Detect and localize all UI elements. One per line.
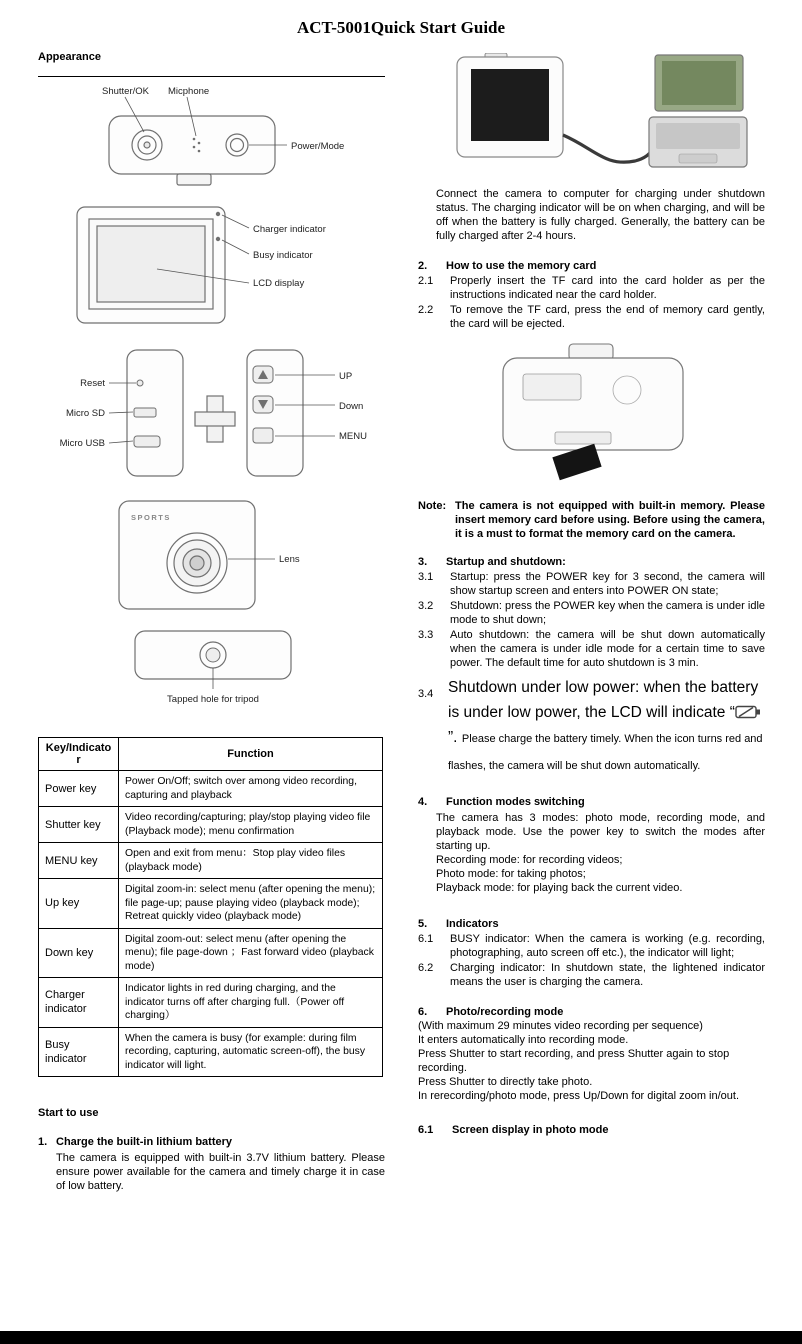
- power-mode-label: Power/Mode: [290, 141, 344, 152]
- busy-led-drawing: [215, 237, 219, 241]
- table-row: [39, 843, 383, 879]
- table-row: [39, 807, 383, 843]
- table-row: [39, 928, 383, 978]
- micro-sd-label: Micro SD: [65, 408, 105, 419]
- item-number: 3.2: [418, 600, 434, 612]
- item-text: Charging indicator: In shutdown state, the lightened indicator means the user is charging the camera.: [450, 962, 765, 988]
- section-title-text: How to use the memory card: [446, 260, 597, 272]
- camera-back-view-diagram: [47, 199, 377, 333]
- item-number: 6.1: [418, 933, 434, 945]
- function-cell: Digital zoom-out: select menu (after opening the menu); file page-down ；Fast forward video (playback mode): [119, 928, 383, 978]
- function-cell: Open and exit from menu：Stop play video files (playback mode): [119, 843, 383, 879]
- item-number: 3.4: [418, 688, 434, 700]
- appearance-heading: Appearance: [38, 51, 385, 77]
- microphone-label: Micphone: [167, 86, 209, 97]
- section-4-body: The camera has 3 modes: photo mode, recording mode, and playback mode. Use the power key to switch the modes after starting up.: [436, 812, 765, 852]
- key-cell: MENU key: [39, 843, 119, 879]
- usb-cable-drawing: [563, 135, 658, 162]
- section-6-line: Press Shutter to start recording, and press Shutter again to stop recording.: [418, 1048, 730, 1074]
- key-cell: Power key: [39, 771, 119, 807]
- page-bottom-bar: [0, 1331, 802, 1344]
- section-6-title: [418, 1005, 765, 1019]
- mode-line: Photo mode: for taking photos;: [436, 868, 586, 880]
- mode-line: Recording mode: for recording videos;: [436, 854, 623, 866]
- table-header-key: Key/Indicator: [39, 738, 119, 771]
- item-number: 3.1: [418, 571, 434, 583]
- section-3-title: [418, 555, 765, 569]
- function-cell: When the camera is busy (for example: during film recording, capturing, automatic screen-off), the busy indicator will light.: [119, 1027, 383, 1077]
- section-title-text: Indicators: [446, 918, 499, 930]
- camera-top-body: [109, 116, 275, 185]
- function-cell: Digital zoom-in: select menu (after opening the menu); file page-up; pause playing video (playback mode); Retreat quickly video (playback mode): [119, 879, 383, 929]
- item-number: 3.3: [418, 629, 434, 641]
- laptop-drawing: [649, 55, 747, 167]
- section-number: 1.: [38, 1136, 48, 1148]
- card-slot-drawing: [555, 432, 611, 444]
- section-2-title: [418, 259, 765, 273]
- table-header-row: [39, 738, 383, 771]
- camera-side-views-diagram: [47, 338, 377, 488]
- memory-note: [418, 499, 765, 541]
- list-item: [418, 303, 765, 331]
- section-title-text: Screen display in photo mode: [452, 1124, 609, 1136]
- camera-bottom-view-diagram: [47, 623, 377, 711]
- item-text: Shutdown: press the POWER key when the camera is under idle mode to shut down;: [450, 600, 765, 626]
- lens-label: Lens: [278, 554, 300, 565]
- section-6-line: In rerecording/photo mode, press Up/Down for digital zoom in/out.: [418, 1090, 739, 1102]
- key-cell: Busy indicator: [39, 1027, 119, 1077]
- list-item: [418, 599, 765, 627]
- key-cell: Shutter key: [39, 807, 119, 843]
- two-column-layout: [0, 51, 802, 1193]
- low-power-text-rest: Please charge the battery timely. When the icon turns red and flashes, the camera will be shut down automatically.: [448, 733, 763, 772]
- section-number: 6.: [418, 1006, 428, 1018]
- list-item: [418, 628, 765, 670]
- section-title-text: Function modes switching: [446, 796, 585, 808]
- section-6-1-title: [418, 1123, 765, 1137]
- item-text: Auto shutdown: the camera will be shut down automatically when the camera is under idle mode for a certain time to save power. The default time for auto shutdown is 3 min.: [450, 629, 765, 669]
- section-number: 2.: [418, 260, 428, 272]
- menu-label: MENU: [338, 431, 367, 442]
- mode-line: Playback mode: for playing back the current video.: [436, 882, 683, 894]
- section-5-title: [418, 917, 765, 931]
- table-row: [39, 879, 383, 929]
- camera-top-view-diagram: [47, 82, 377, 194]
- busy-indicator-label: Busy indicator: [252, 250, 313, 261]
- item-text: To remove the TF card, press the end of memory card gently, the card will be ejected.: [450, 304, 765, 330]
- section-number: 6.1: [418, 1124, 434, 1136]
- key-function-table: [38, 737, 383, 1077]
- right-column: [418, 51, 765, 1193]
- memory-card-illustration: [427, 340, 757, 490]
- camera-drawing: [457, 53, 563, 157]
- shutter-ok-label: Shutter/OK: [101, 86, 149, 97]
- low-power-text-big-end: ”.: [448, 729, 458, 746]
- start-to-use-heading: Start to use: [38, 1107, 99, 1119]
- note-text: The camera is not equipped with built-in memory. Please insert memory card before using. Before using the camera, it is a must to format the memory card on the camera.: [455, 500, 765, 540]
- section-title-text: Startup and shutdown:: [446, 556, 566, 568]
- down-label: Down: [338, 401, 363, 412]
- section-number: 4.: [418, 796, 428, 808]
- section-6-line: (With maximum 29 minutes video recording per sequence): [418, 1020, 703, 1032]
- tripod-hole-label: Tapped hole for tripod: [166, 694, 259, 705]
- charger-indicator-label: Charger indicator: [252, 224, 326, 235]
- low-battery-icon: [735, 705, 761, 719]
- low-power-text-big: Shutdown under low power: when the battery is under low power, the LCD will indicate “: [448, 679, 759, 721]
- item-number: 2.1: [418, 275, 434, 287]
- left-column: [38, 51, 385, 1193]
- low-power-item: [418, 675, 765, 779]
- item-text: BUSY indicator: When the camera is working (e.g. recording, photographing, auto screen off etc.), the indicator will light;: [450, 933, 765, 959]
- key-cell: Down key: [39, 928, 119, 978]
- list-item: [418, 274, 765, 302]
- lens-drawing: [167, 533, 227, 593]
- section-6-line: Press Shutter to directly take photo.: [418, 1076, 593, 1088]
- table-header-function: Function: [119, 738, 383, 771]
- note-label: Note:: [418, 500, 447, 512]
- list-item: [418, 932, 765, 960]
- item-text: Startup: press the POWER key for 3 second, the camera will show startup screen and enters into POWER ON state;: [450, 571, 765, 597]
- reset-label: Reset: [79, 378, 105, 389]
- camera-back-body: [77, 207, 225, 323]
- micro-usb-label: Micro USB: [59, 438, 105, 449]
- section-4-title: [418, 795, 765, 809]
- page-title: ACT-5001Quick Start Guide: [296, 18, 506, 37]
- section-title-text: Photo/recording mode: [446, 1006, 564, 1018]
- list-item: [418, 961, 765, 989]
- section-1-body: The camera is equipped with built-in 3.7V lithium battery. Please ensure power available for the camera and timely charge it in case of low battery.: [56, 1152, 385, 1192]
- section-number: 5.: [418, 918, 428, 930]
- section-title-text: Charge the built-in lithium battery: [56, 1136, 233, 1148]
- sports-text: SPORTS: [130, 513, 171, 522]
- section-number: 3.: [418, 556, 428, 568]
- function-cell: Power On/Off; switch over among video recording, capturing and playback: [119, 771, 383, 807]
- function-cell: Indicator lights in red during charging, and the indicator turns off after charging full.（Power off charging）: [119, 978, 383, 1028]
- item-number: 2.2: [418, 304, 434, 316]
- charging-paragraph: Connect the camera to computer for charging under shutdown status. The charging indicator will be on when charging, and will be off when the battery is fully charged. Generally, the battery can be fully charged after 2-4 hours.: [436, 188, 765, 242]
- table-row: [39, 1027, 383, 1077]
- key-cell: Charger indicator: [39, 978, 119, 1028]
- list-item: [418, 570, 765, 598]
- battery-door-drawing: [523, 374, 581, 400]
- charging-illustration: [427, 53, 757, 181]
- table-row: [39, 978, 383, 1028]
- item-text: Properly insert the TF card into the card holder as per the instructions indicated near the card holder.: [450, 275, 765, 301]
- section-1-title: [38, 1135, 385, 1149]
- charger-led-drawing: [215, 212, 219, 216]
- section-6-line: It enters automatically into recording mode.: [418, 1034, 629, 1046]
- item-number: 6.2: [418, 962, 434, 974]
- up-label: UP: [338, 371, 352, 382]
- function-cell: Video recording/capturing; play/stop playing video file (Playback mode); menu confirmation: [119, 807, 383, 843]
- key-cell: Up key: [39, 879, 119, 929]
- lcd-display-label: LCD display: [252, 278, 304, 289]
- table-row: [39, 771, 383, 807]
- tripod-hole-inner: [206, 648, 220, 662]
- camera-front-view-diagram: [47, 493, 377, 618]
